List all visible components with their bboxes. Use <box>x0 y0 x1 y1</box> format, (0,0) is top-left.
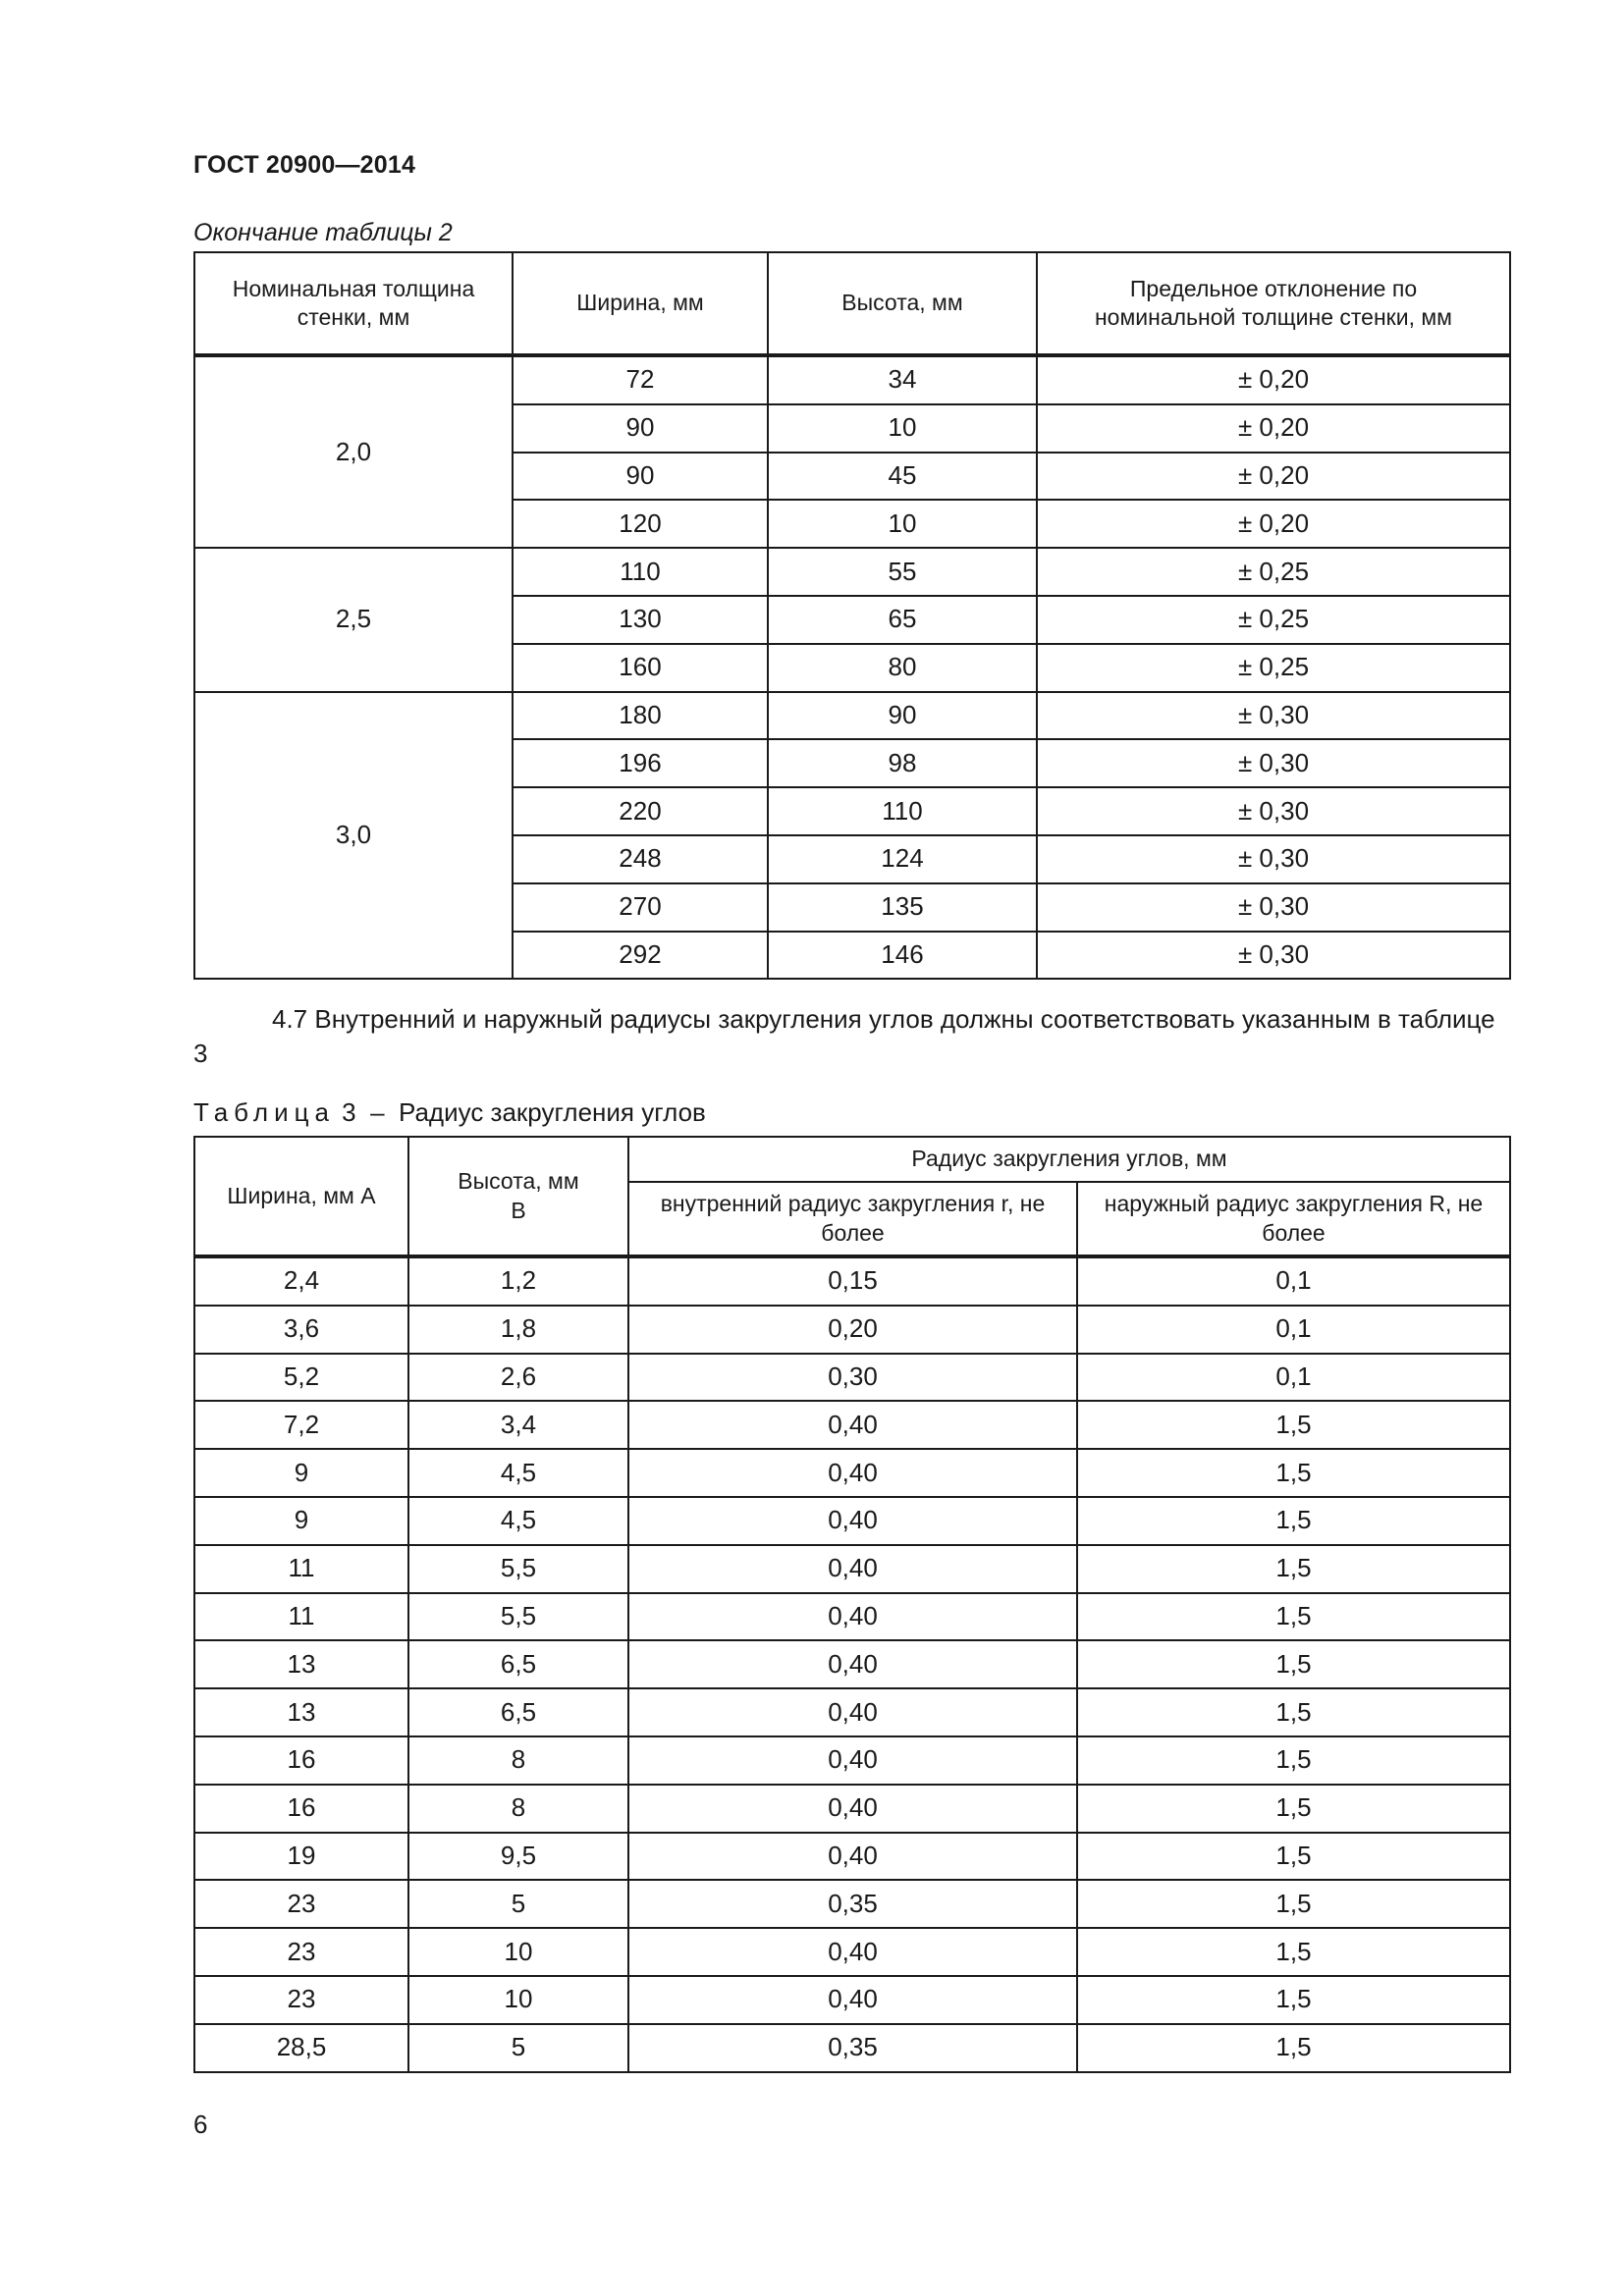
inner-radius-cell: 0,40 <box>628 1449 1077 1497</box>
thickness-cell: 2,5 <box>194 548 513 691</box>
height-b-cell: 5 <box>408 2024 628 2072</box>
table2-caption: Окончание таблицы 2 <box>193 219 453 246</box>
height-b-cell: 2,6 <box>408 1354 628 1402</box>
header-inner-radius: внутренний радиус закругления r, не более <box>628 1182 1077 1256</box>
inner-radius-cell: 0,35 <box>628 2024 1077 2072</box>
table-row <box>194 1449 1510 1497</box>
height-cell: 10 <box>768 404 1037 453</box>
deviation-cell: ± 0,30 <box>1037 692 1510 740</box>
inner-radius-cell: 0,40 <box>628 1593 1077 1641</box>
height-b-cell: 10 <box>408 1928 628 1976</box>
width-a-cell: 11 <box>194 1545 408 1593</box>
height-b-cell: 8 <box>408 1736 628 1785</box>
height-b-cell: 1,2 <box>408 1256 628 1306</box>
table2 <box>193 251 1511 980</box>
width-a-cell: 11 <box>194 1593 408 1641</box>
header-radius-group: Радиус закругления углов, мм <box>628 1137 1510 1182</box>
table-row <box>194 2024 1510 2072</box>
inner-radius-cell: 0,40 <box>628 1736 1077 1785</box>
deviation-cell: ± 0,30 <box>1037 932 1510 980</box>
table-row <box>194 1306 1510 1354</box>
table-row <box>194 1976 1510 2024</box>
outer-radius-cell: 1,5 <box>1077 1497 1510 1545</box>
page-number: 6 <box>193 2109 208 2139</box>
width-cell: 160 <box>513 644 768 692</box>
height-b-cell: 5,5 <box>408 1545 628 1593</box>
table-row <box>194 1880 1510 1928</box>
height-cell: 90 <box>768 692 1037 740</box>
inner-radius-cell: 0,15 <box>628 1256 1077 1306</box>
outer-radius-cell: 1,5 <box>1077 1736 1510 1785</box>
width-cell: 220 <box>513 787 768 835</box>
table-row <box>194 1785 1510 1833</box>
inner-radius-cell: 0,40 <box>628 1640 1077 1688</box>
width-cell: 120 <box>513 500 768 548</box>
height-cell: 55 <box>768 548 1037 596</box>
table3-caption-word: Таблица <box>193 1097 335 1127</box>
table2-body <box>194 355 1510 979</box>
header-deviation: Предельное отклонение по номинальной толщине стенки, мм <box>1037 252 1510 355</box>
header-width-a: Ширина, мм А <box>194 1137 408 1256</box>
height-b-cell: 4,5 <box>408 1497 628 1545</box>
height-b-cell: 4,5 <box>408 1449 628 1497</box>
width-a-cell: 2,4 <box>194 1256 408 1306</box>
deviation-cell: ± 0,20 <box>1037 453 1510 501</box>
table-row <box>194 1833 1510 1881</box>
height-cell: 124 <box>768 835 1037 883</box>
deviation-cell: ± 0,20 <box>1037 404 1510 453</box>
table3 <box>193 1136 1511 2073</box>
width-a-cell: 3,6 <box>194 1306 408 1354</box>
width-cell: 90 <box>513 404 768 453</box>
deviation-cell: ± 0,20 <box>1037 500 1510 548</box>
table3-caption-title: 3 – Радиус закругления углов <box>334 1097 706 1127</box>
width-cell: 72 <box>513 355 768 404</box>
width-a-cell: 5,2 <box>194 1354 408 1402</box>
thickness-cell: 3,0 <box>194 692 513 980</box>
inner-radius-cell: 0,40 <box>628 1976 1077 2024</box>
table-row <box>194 355 1510 404</box>
table-row <box>194 1928 1510 1976</box>
inner-radius-cell: 0,40 <box>628 1833 1077 1881</box>
width-cell: 130 <box>513 596 768 644</box>
width-a-cell: 23 <box>194 1928 408 1976</box>
table-row <box>194 548 1510 596</box>
inner-radius-cell: 0,20 <box>628 1306 1077 1354</box>
thickness-cell: 2,0 <box>194 355 513 548</box>
width-cell: 110 <box>513 548 768 596</box>
height-b-cell: 10 <box>408 1976 628 2024</box>
inner-radius-cell: 0,40 <box>628 1785 1077 1833</box>
width-a-cell: 19 <box>194 1833 408 1881</box>
inner-radius-cell: 0,40 <box>628 1545 1077 1593</box>
header-thickness: Номинальная толщина стенки, мм <box>194 252 513 355</box>
outer-radius-cell: 1,5 <box>1077 1833 1510 1881</box>
inner-radius-cell: 0,40 <box>628 1401 1077 1449</box>
width-cell: 180 <box>513 692 768 740</box>
height-b-cell: 9,5 <box>408 1833 628 1881</box>
outer-radius-cell: 1,5 <box>1077 1785 1510 1833</box>
inner-radius-cell: 0,35 <box>628 1880 1077 1928</box>
width-cell: 270 <box>513 883 768 932</box>
outer-radius-cell: 0,1 <box>1077 1354 1510 1402</box>
height-b-cell: 6,5 <box>408 1640 628 1688</box>
outer-radius-cell: 1,5 <box>1077 1449 1510 1497</box>
outer-radius-cell: 1,5 <box>1077 1928 1510 1976</box>
outer-radius-cell: 0,1 <box>1077 1256 1510 1306</box>
outer-radius-cell: 1,5 <box>1077 1688 1510 1736</box>
clause-4-7: 4.7 Внутренний и наружный радиусы закругления углов должны соответствовать указанным в таблице 3 <box>193 1004 1495 1069</box>
outer-radius-cell: 1,5 <box>1077 1880 1510 1928</box>
width-a-cell: 9 <box>194 1449 408 1497</box>
table-row <box>194 692 1510 740</box>
table-row <box>194 1401 1510 1449</box>
height-cell: 34 <box>768 355 1037 404</box>
inner-radius-cell: 0,40 <box>628 1928 1077 1976</box>
width-a-cell: 23 <box>194 1880 408 1928</box>
height-b-cell: 5,5 <box>408 1593 628 1641</box>
height-cell: 80 <box>768 644 1037 692</box>
deviation-cell: ± 0,25 <box>1037 596 1510 644</box>
width-cell: 90 <box>513 453 768 501</box>
width-a-cell: 23 <box>194 1976 408 2024</box>
header-width: Ширина, мм <box>513 252 768 355</box>
inner-radius-cell: 0,30 <box>628 1354 1077 1402</box>
table-row <box>194 1354 1510 1402</box>
table-row <box>194 1497 1510 1545</box>
height-b-cell: 5 <box>408 1880 628 1928</box>
deviation-cell: ± 0,25 <box>1037 644 1510 692</box>
height-b-cell: 3,4 <box>408 1401 628 1449</box>
width-a-cell: 7,2 <box>194 1401 408 1449</box>
height-b-cell: 1,8 <box>408 1306 628 1354</box>
inner-radius-cell: 0,40 <box>628 1497 1077 1545</box>
width-cell: 292 <box>513 932 768 980</box>
width-a-cell: 13 <box>194 1688 408 1736</box>
outer-radius-cell: 1,5 <box>1077 2024 1510 2072</box>
table-row <box>194 1640 1510 1688</box>
height-cell: 65 <box>768 596 1037 644</box>
document-header: ГОСТ 20900—2014 <box>193 151 416 179</box>
width-a-cell: 16 <box>194 1785 408 1833</box>
inner-radius-cell: 0,40 <box>628 1688 1077 1736</box>
height-cell: 110 <box>768 787 1037 835</box>
height-cell: 146 <box>768 932 1037 980</box>
width-cell: 196 <box>513 739 768 787</box>
table-row <box>194 1256 1510 1306</box>
outer-radius-cell: 1,5 <box>1077 1401 1510 1449</box>
height-cell: 135 <box>768 883 1037 932</box>
height-cell: 45 <box>768 453 1037 501</box>
header-height: Высота, мм <box>768 252 1037 355</box>
width-a-cell: 9 <box>194 1497 408 1545</box>
deviation-cell: ± 0,30 <box>1037 883 1510 932</box>
width-a-cell: 13 <box>194 1640 408 1688</box>
deviation-cell: ± 0,30 <box>1037 835 1510 883</box>
table-row <box>194 1688 1510 1736</box>
table3-body <box>194 1256 1510 2072</box>
table-row <box>194 1736 1510 1785</box>
width-a-cell: 28,5 <box>194 2024 408 2072</box>
outer-radius-cell: 1,5 <box>1077 1545 1510 1593</box>
height-cell: 10 <box>768 500 1037 548</box>
deviation-cell: ± 0,25 <box>1037 548 1510 596</box>
height-b-cell: 8 <box>408 1785 628 1833</box>
deviation-cell: ± 0,30 <box>1037 787 1510 835</box>
width-a-cell: 16 <box>194 1736 408 1785</box>
outer-radius-cell: 1,5 <box>1077 1593 1510 1641</box>
outer-radius-cell: 1,5 <box>1077 1976 1510 2024</box>
height-b-cell: 6,5 <box>408 1688 628 1736</box>
width-cell: 248 <box>513 835 768 883</box>
outer-radius-cell: 1,5 <box>1077 1640 1510 1688</box>
height-cell: 98 <box>768 739 1037 787</box>
header-outer-radius: наружный радиус закругления R, не более <box>1077 1182 1510 1256</box>
outer-radius-cell: 0,1 <box>1077 1306 1510 1354</box>
table-row <box>194 1545 1510 1593</box>
deviation-cell: ± 0,30 <box>1037 739 1510 787</box>
header-height-b: Высота, мм В <box>408 1137 628 1256</box>
deviation-cell: ± 0,20 <box>1037 355 1510 404</box>
table-row <box>194 1593 1510 1641</box>
table3-caption <box>193 1097 706 1128</box>
